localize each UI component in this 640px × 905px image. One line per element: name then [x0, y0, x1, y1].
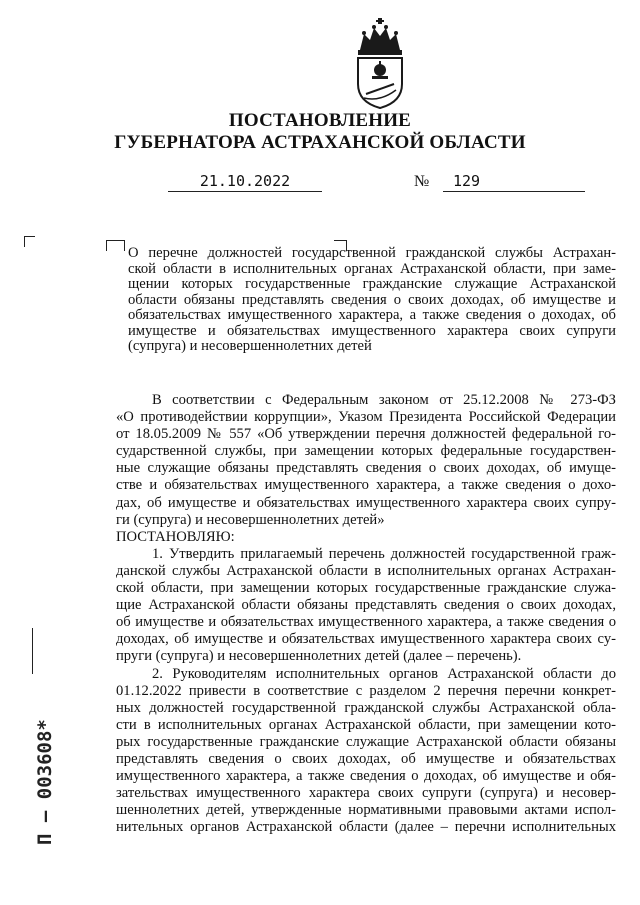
registration-stamp: П – 003608*: [34, 719, 56, 845]
subject-line: ской области в исполнительных органах Астраханской области, при заме-: [128, 260, 616, 277]
body-line: 1. Утвердить прилагаемый перечень должностей государственной граж-: [152, 545, 616, 562]
body-line: сударственной службы, при замещении которых федеральные государствен-: [116, 443, 616, 460]
subject-line: обязательствах имущественного характера, а также сведения о доходах, об: [128, 307, 616, 323]
subject-line: О перечне должностей государственной гражданской службы Астрахан-: [128, 245, 616, 261]
body-line: имущественного характера, а также сведения о доходах, об имуществе и обя-: [116, 768, 616, 785]
body-line: нительных органов Астраханской области (далее – перечни исполнительных: [116, 819, 616, 836]
document-type-title: ПОСТАНОВЛЕНИЕ: [228, 110, 412, 131]
body-line: 01.12.2022 привести в соответствие с разделом 2 перечня перечни конкрет-: [116, 682, 616, 699]
document-number: [443, 172, 585, 192]
body-line: зательствах имущественного характера своих супруги (супруга) и несовер-: [116, 785, 616, 802]
margin-line: [32, 628, 33, 674]
number-sign: №: [414, 173, 430, 190]
subject-line: имуществе и обязательствах имущественного характера своих супруги: [128, 322, 616, 339]
body-line: ги (супруга) и несовершеннолетних детей»: [116, 511, 385, 528]
body-line: щие Астраханской области обязаны представлять сведения о своих доходах,: [116, 597, 616, 614]
body-line: рых государственные гражданские служащие Астраханской области обязаны: [116, 733, 616, 750]
body-line: стве и обязательствах имущественного характера, а также сведения о дохо-: [116, 477, 616, 494]
corner-mark: [24, 236, 35, 247]
body-line: дах, об имуществе и обязательствах имущественного характера своих супру-: [116, 494, 616, 511]
body-line: «О противодействии коррупции», Указом Президента Российской Федерации: [116, 409, 616, 426]
body-line: представлять сведения о своих доходах, об имуществе и обязательствах: [116, 750, 616, 767]
body-line: сти в исполнительных органах Астраханской области, при замещении кото-: [116, 716, 616, 733]
body-line: доходах, об имуществе и обязательствах имущественного характера своих су-: [116, 631, 616, 648]
document-subject: [128, 246, 616, 355]
body-line: от 18.05.2009 № 557 «Об утверждении перечня должностей федеральной го-: [116, 426, 616, 443]
body-line: 2. Руководителям исполнительных органов Астраханской области до: [152, 665, 616, 682]
body-line: шеннолетних детей, утвержденные нормативными правовыми актами испол-: [116, 802, 616, 819]
body-line: пруги (супруга) и несовершеннолетних детей (далее – перечень).: [116, 648, 522, 665]
body-line: данской службы Астраханской области в исполнительных органах Астрахан-: [116, 562, 616, 579]
document-number-value: 129: [453, 172, 481, 190]
subject-line: (супруга) и несовершеннолетних детей: [128, 338, 372, 354]
body-line: В соответствии с Федеральным законом от 25.12.2008 № 273-ФЗ: [152, 392, 616, 408]
subject-line: области обязаны представлять сведения о своих доходах, об имуществе и: [128, 291, 616, 308]
body-line: ской области, при замещении которых государственные гражданские служа-: [116, 580, 616, 597]
document-date: 21.10.2022: [168, 172, 322, 192]
resolution-heading: ПОСТАНОВЛЯЮ:: [116, 528, 235, 545]
body-line: ных должностей государственной гражданской службы Астраханской обла-: [116, 699, 616, 716]
document-body: [116, 392, 616, 836]
issuer-title: ГУБЕРНАТОРА АСТРАХАНСКОЙ ОБЛАСТИ: [114, 132, 526, 153]
subject-line: щении которых государственные гражданские служащие Астраханской: [128, 276, 616, 292]
corner-mark: [116, 240, 125, 251]
body-line: ные служащие обязаны представлять сведения о своих доходах, об имуще-: [116, 460, 616, 477]
body-line: об имуществе и обязательствах имущественного характера, а также сведения о: [116, 614, 616, 631]
coat-of-arms-icon: [352, 18, 408, 110]
